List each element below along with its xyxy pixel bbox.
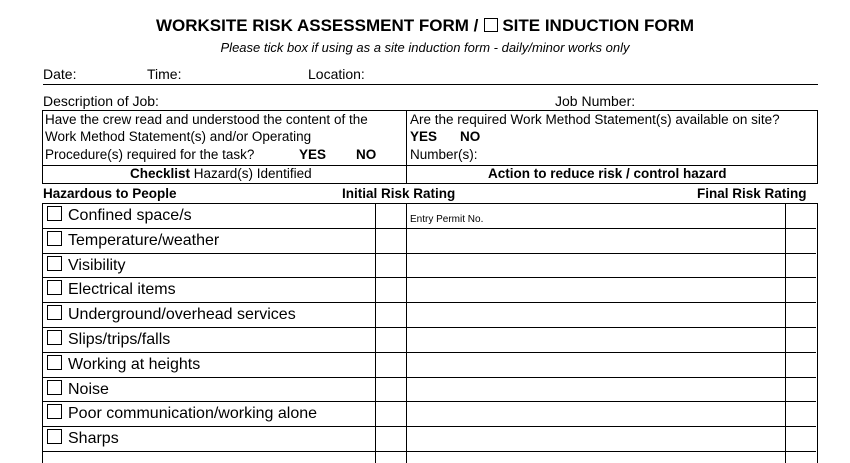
hazard-label: Working at heights	[68, 355, 201, 373]
location-label: Location:	[308, 66, 365, 82]
final-risk-header: Final Risk Rating	[697, 186, 807, 201]
time-label: Time:	[147, 66, 182, 82]
hazard-checkbox[interactable]	[47, 429, 62, 444]
date-label: Date:	[43, 66, 77, 82]
hazard-checkbox[interactable]	[47, 256, 62, 271]
hazard-item	[47, 231, 219, 250]
hazard-checkbox[interactable]	[47, 231, 62, 246]
hazard-checkbox[interactable]	[47, 330, 62, 345]
checklist-header-bold: Checklist	[130, 166, 191, 181]
hazard-row	[43, 254, 816, 279]
hazard-row	[43, 402, 816, 427]
crew-no-option[interactable]: NO	[356, 147, 377, 162]
entry-permit-label: Entry Permit No.	[410, 214, 484, 225]
wms-numbers-label: Number(s):	[410, 147, 478, 162]
form-title-part1: WORKSITE RISK ASSESSMENT FORM /	[155, 16, 479, 35]
wms-yes-option[interactable]: YES	[410, 129, 438, 144]
description-label: Description of Job:	[43, 93, 159, 109]
crew-question-line1: Have the crew read and understood the content of the	[45, 112, 368, 127]
checklist-header-divider	[406, 165, 407, 184]
hazard-item	[47, 280, 176, 299]
hazard-label: Underground/overhead services	[68, 306, 296, 324]
hazard-item	[47, 305, 296, 324]
site-induction-checkbox[interactable]	[484, 18, 498, 32]
hazard-item	[47, 429, 119, 448]
hazard-row	[43, 328, 816, 353]
hazard-label: Noise	[68, 380, 109, 398]
crew-question-line2: Work Method Statement(s) and/or Operating	[45, 129, 312, 144]
initial-risk-header: Initial Risk Rating	[342, 186, 456, 201]
hazard-item	[47, 380, 109, 399]
hazard-row	[43, 229, 816, 254]
action-header: Action to reduce risk / control hazard	[488, 166, 727, 181]
form-subtitle: Please tick box if using as a site induction form - daily/minor works only	[220, 40, 630, 55]
hazard-item	[47, 404, 317, 423]
hazard-row	[43, 353, 816, 378]
hazard-row	[43, 427, 816, 452]
hazard-row	[43, 204, 816, 229]
hazard-item	[47, 355, 200, 374]
hazard-row	[43, 303, 816, 328]
hazard-label: Electrical items	[68, 281, 176, 299]
hazard-label: Temperature/weather	[68, 231, 220, 249]
wms-no-option[interactable]: NO	[460, 129, 481, 144]
hazard-label: Confined space/s	[68, 207, 192, 224]
hazard-label: Visibility	[68, 256, 126, 274]
date-time-location-line[interactable]	[43, 84, 818, 85]
hazards-to-people-header: Hazardous to People	[43, 186, 177, 201]
hazard-checkbox[interactable]	[47, 380, 62, 395]
wms-question-line1: Are the required Work Method Statement(s) available on site?	[410, 112, 780, 127]
crew-question-line3: Procedure(s) required for the task?	[45, 147, 255, 162]
hazard-checkbox[interactable]	[47, 404, 62, 419]
form-title-part2: SITE INDUCTION FORM	[502, 16, 695, 35]
hazard-checkbox[interactable]	[47, 280, 62, 295]
checklist-header-rest: Hazard(s) Identified	[190, 166, 312, 181]
hazard-label: Slips/trips/falls	[68, 331, 171, 348]
hazard-row	[43, 378, 816, 403]
hazard-label: Sharps	[68, 430, 119, 448]
hazard-checkbox[interactable]	[47, 355, 62, 370]
job-number-label: Job Number:	[555, 93, 636, 109]
hazard-row	[43, 278, 816, 303]
checklist-header	[130, 166, 312, 181]
crew-yes-option[interactable]: YES	[299, 147, 327, 162]
form-title	[0, 16, 850, 36]
hazard-checkbox[interactable]	[47, 305, 62, 320]
questions-divider	[406, 110, 407, 166]
hazard-item	[47, 206, 192, 225]
hazard-checkbox[interactable]	[47, 206, 62, 221]
hazard-item	[47, 256, 126, 275]
hazard-label: Poor communication/working alone	[68, 405, 318, 423]
hazard-item	[47, 330, 170, 349]
